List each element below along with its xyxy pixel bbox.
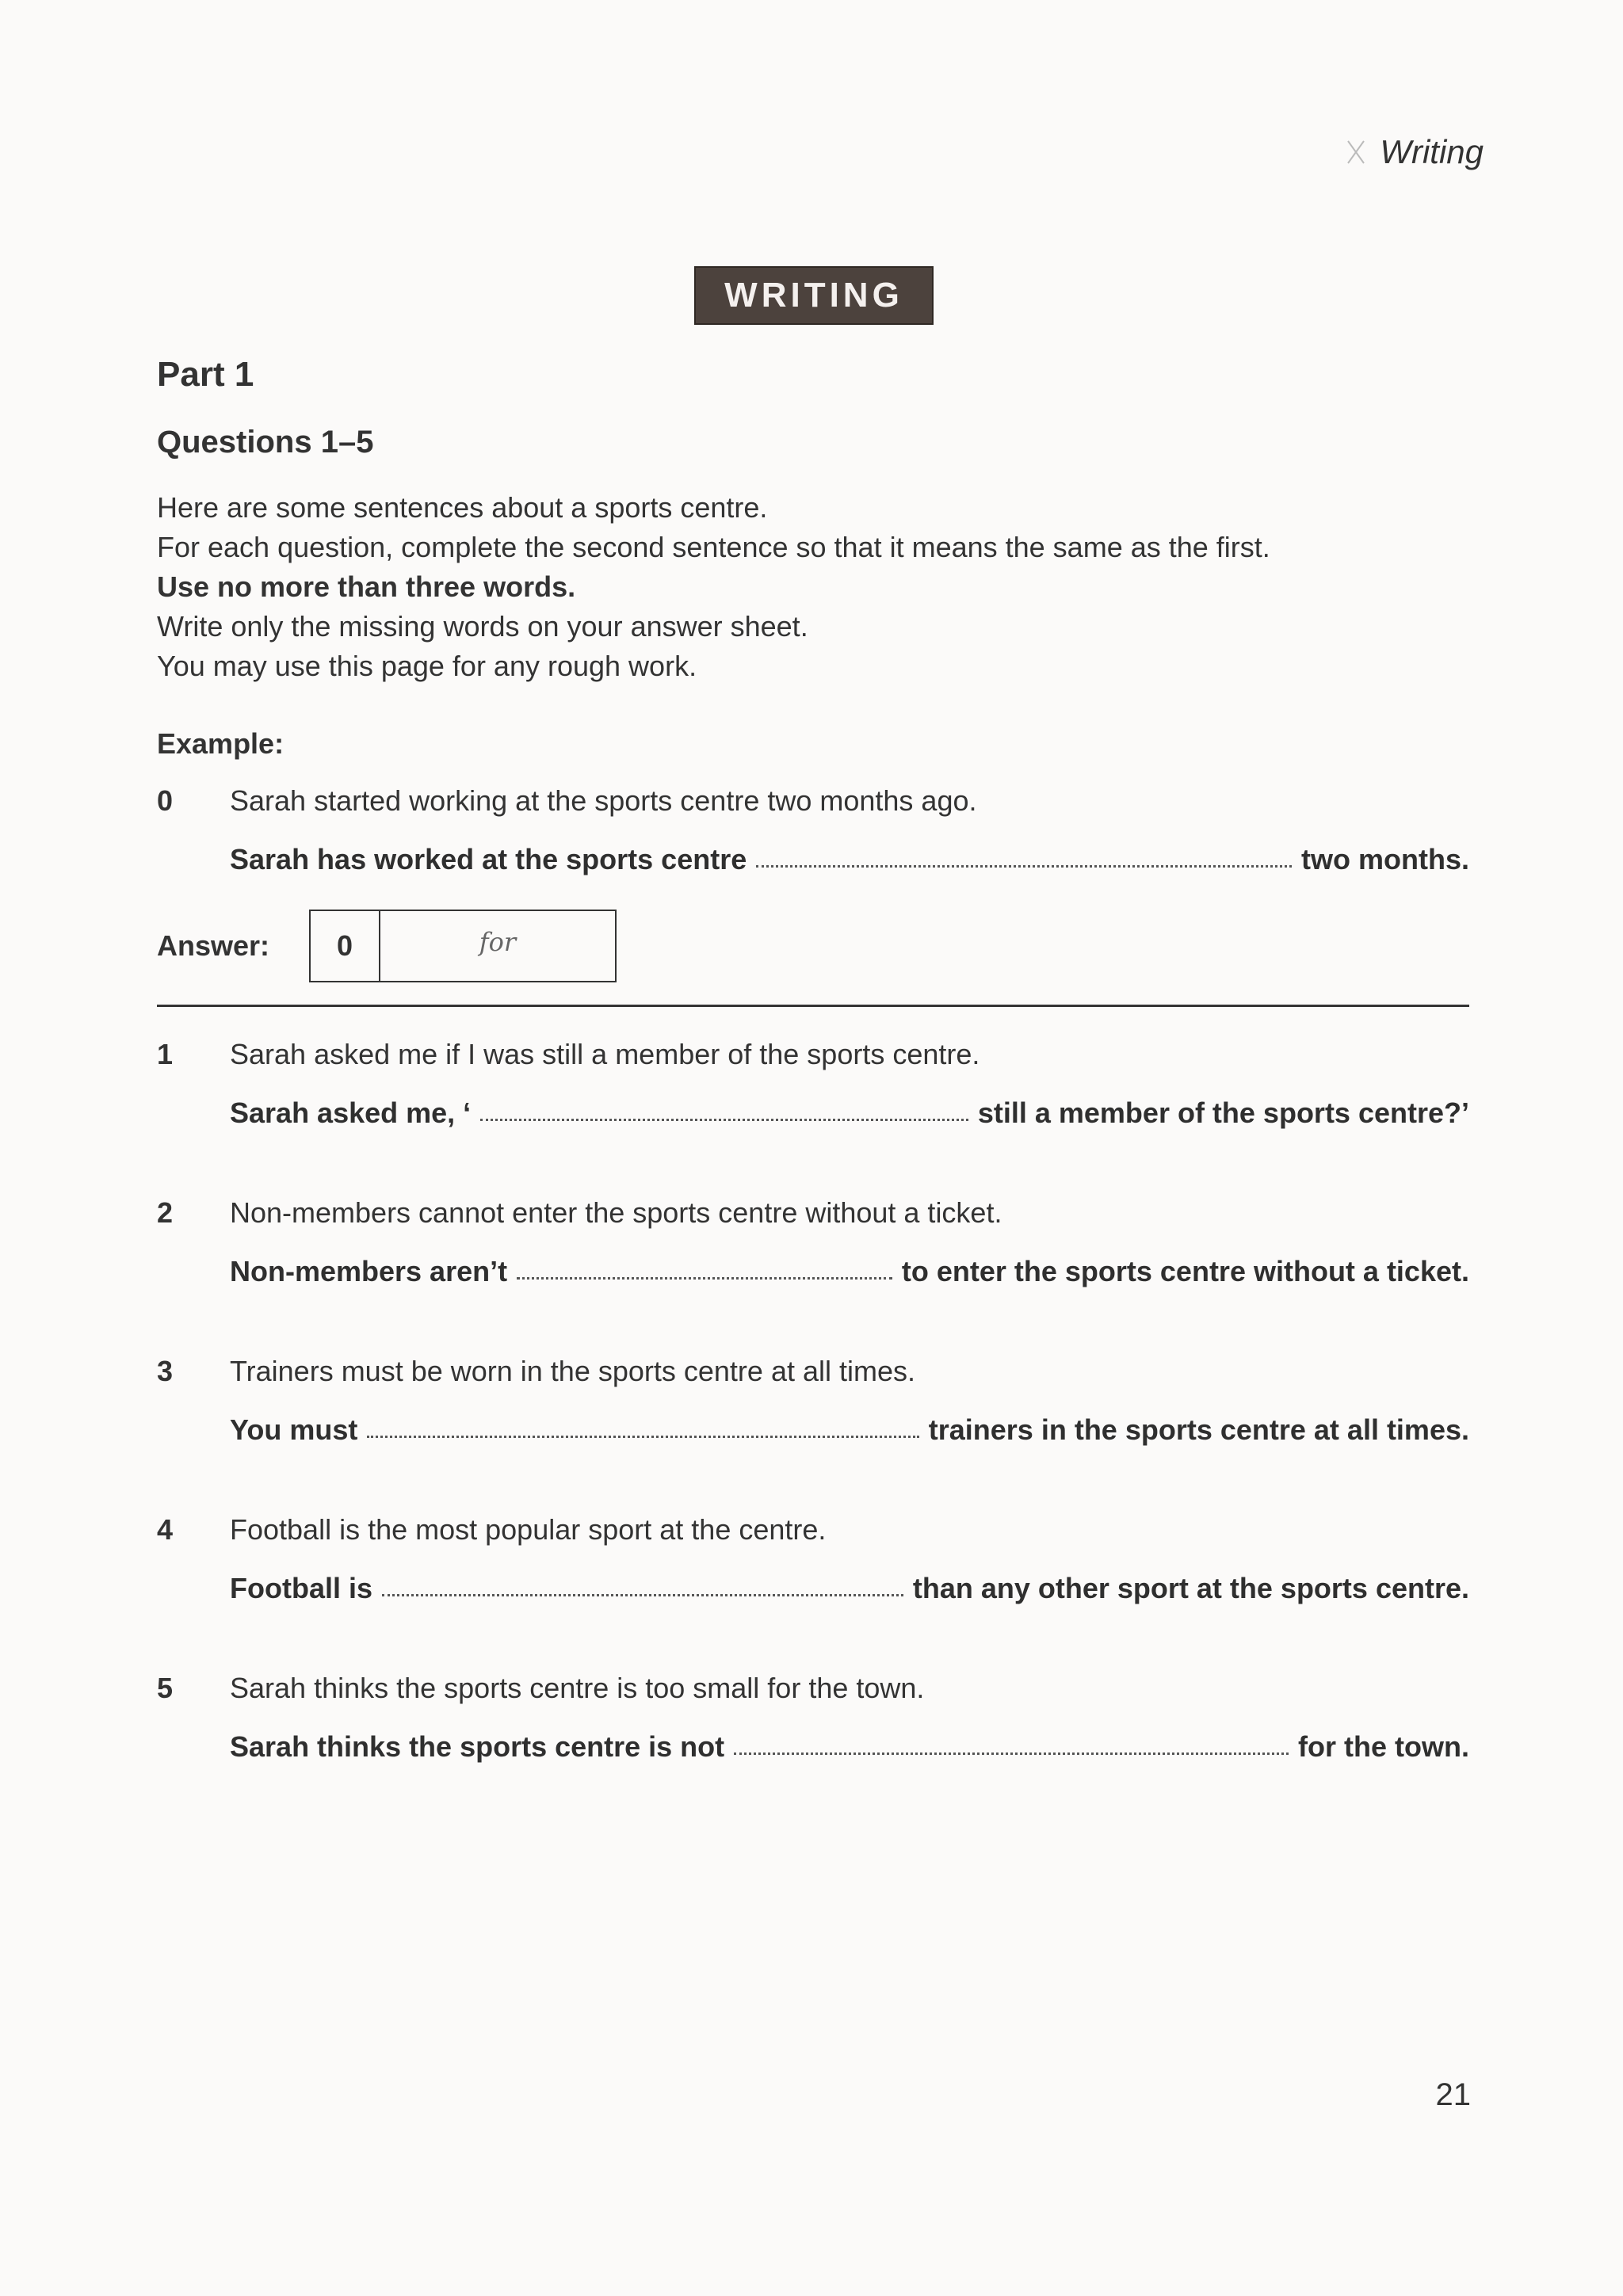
answer-box — [309, 910, 617, 982]
answer-box-number: 0 — [311, 911, 380, 981]
item-number: 5 — [157, 1672, 174, 1704]
questions-title: Questions 1–5 — [157, 425, 374, 460]
item-number: 3 — [157, 1355, 174, 1387]
answer-blank — [756, 845, 1292, 868]
example-answer-row — [157, 910, 617, 982]
section-banner: WRITING — [694, 266, 934, 325]
answer-before-text: Non-members aren’t — [230, 1255, 508, 1287]
instruction-line-emphasis: Use no more than three words. — [157, 570, 576, 603]
answer-blank — [517, 1257, 892, 1280]
instruction-line: Here are some sentences about a sports centre. — [157, 491, 768, 524]
item-number: 1 — [157, 1038, 174, 1070]
item-answer-line — [230, 1730, 1469, 1764]
item-answer-line — [230, 1255, 1469, 1288]
answer-blank — [367, 1415, 918, 1438]
running-head — [1345, 133, 1484, 171]
answer-before-text: You must — [230, 1413, 358, 1446]
answer-before-text: Sarah has worked at the sports centre — [230, 843, 747, 875]
item-answer-line — [230, 1413, 1469, 1447]
item-prompt: Football is the most popular sport at the centre. — [230, 1513, 827, 1546]
answer-label: Answer: — [157, 929, 270, 962]
answer-after-text: than any other sport at the sports centre. — [912, 1572, 1469, 1604]
part-title: Part 1 — [157, 355, 254, 394]
answer-after-text: for the town. — [1298, 1730, 1469, 1763]
answer-blank — [480, 1098, 968, 1121]
cross-mark-icon — [1345, 138, 1367, 166]
item-number: 0 — [157, 784, 174, 817]
example-label: Example: — [157, 727, 285, 760]
instruction-line: You may use this page for any rough work. — [157, 650, 697, 682]
item-answer-line — [230, 843, 1469, 876]
item-number: 2 — [157, 1196, 174, 1229]
item-prompt: Trainers must be worn in the sports centre at all times. — [230, 1355, 916, 1387]
answer-before-text: Sarah asked me, ‘ — [230, 1097, 472, 1129]
page-number: 21 — [1435, 2077, 1471, 2112]
item-prompt: Sarah thinks the sports centre is too small for the town. — [230, 1672, 925, 1704]
answer-before-text: Football is — [230, 1572, 372, 1604]
answer-box-value: for — [479, 927, 517, 957]
answer-after-text: two months. — [1301, 843, 1469, 875]
item-answer-line — [230, 1572, 1469, 1605]
running-head-title: Writing — [1380, 133, 1484, 170]
divider — [157, 1005, 1469, 1007]
item-answer-line — [230, 1097, 1469, 1130]
item-number: 4 — [157, 1513, 174, 1546]
answer-blank — [382, 1573, 903, 1596]
answer-blank — [734, 1732, 1289, 1755]
instructions — [157, 488, 1472, 686]
item-prompt: Non-members cannot enter the sports centre without a ticket. — [230, 1196, 1002, 1229]
answer-after-text: trainers in the sports centre at all times. — [928, 1413, 1469, 1446]
item-prompt: Sarah asked me if I was still a member of the sports centre. — [230, 1038, 980, 1070]
answer-after-text: still a member of the sports centre?’ — [977, 1097, 1469, 1129]
instruction-line: For each question, complete the second sentence so that it means the same as the first. — [157, 531, 1270, 563]
item-prompt: Sarah started working at the sports centre two months ago. — [230, 784, 977, 817]
answer-after-text: to enter the sports centre without a ticket. — [901, 1255, 1469, 1287]
instruction-line: Write only the missing words on your answer sheet. — [157, 610, 808, 643]
answer-before-text: Sarah thinks the sports centre is not — [230, 1730, 725, 1763]
